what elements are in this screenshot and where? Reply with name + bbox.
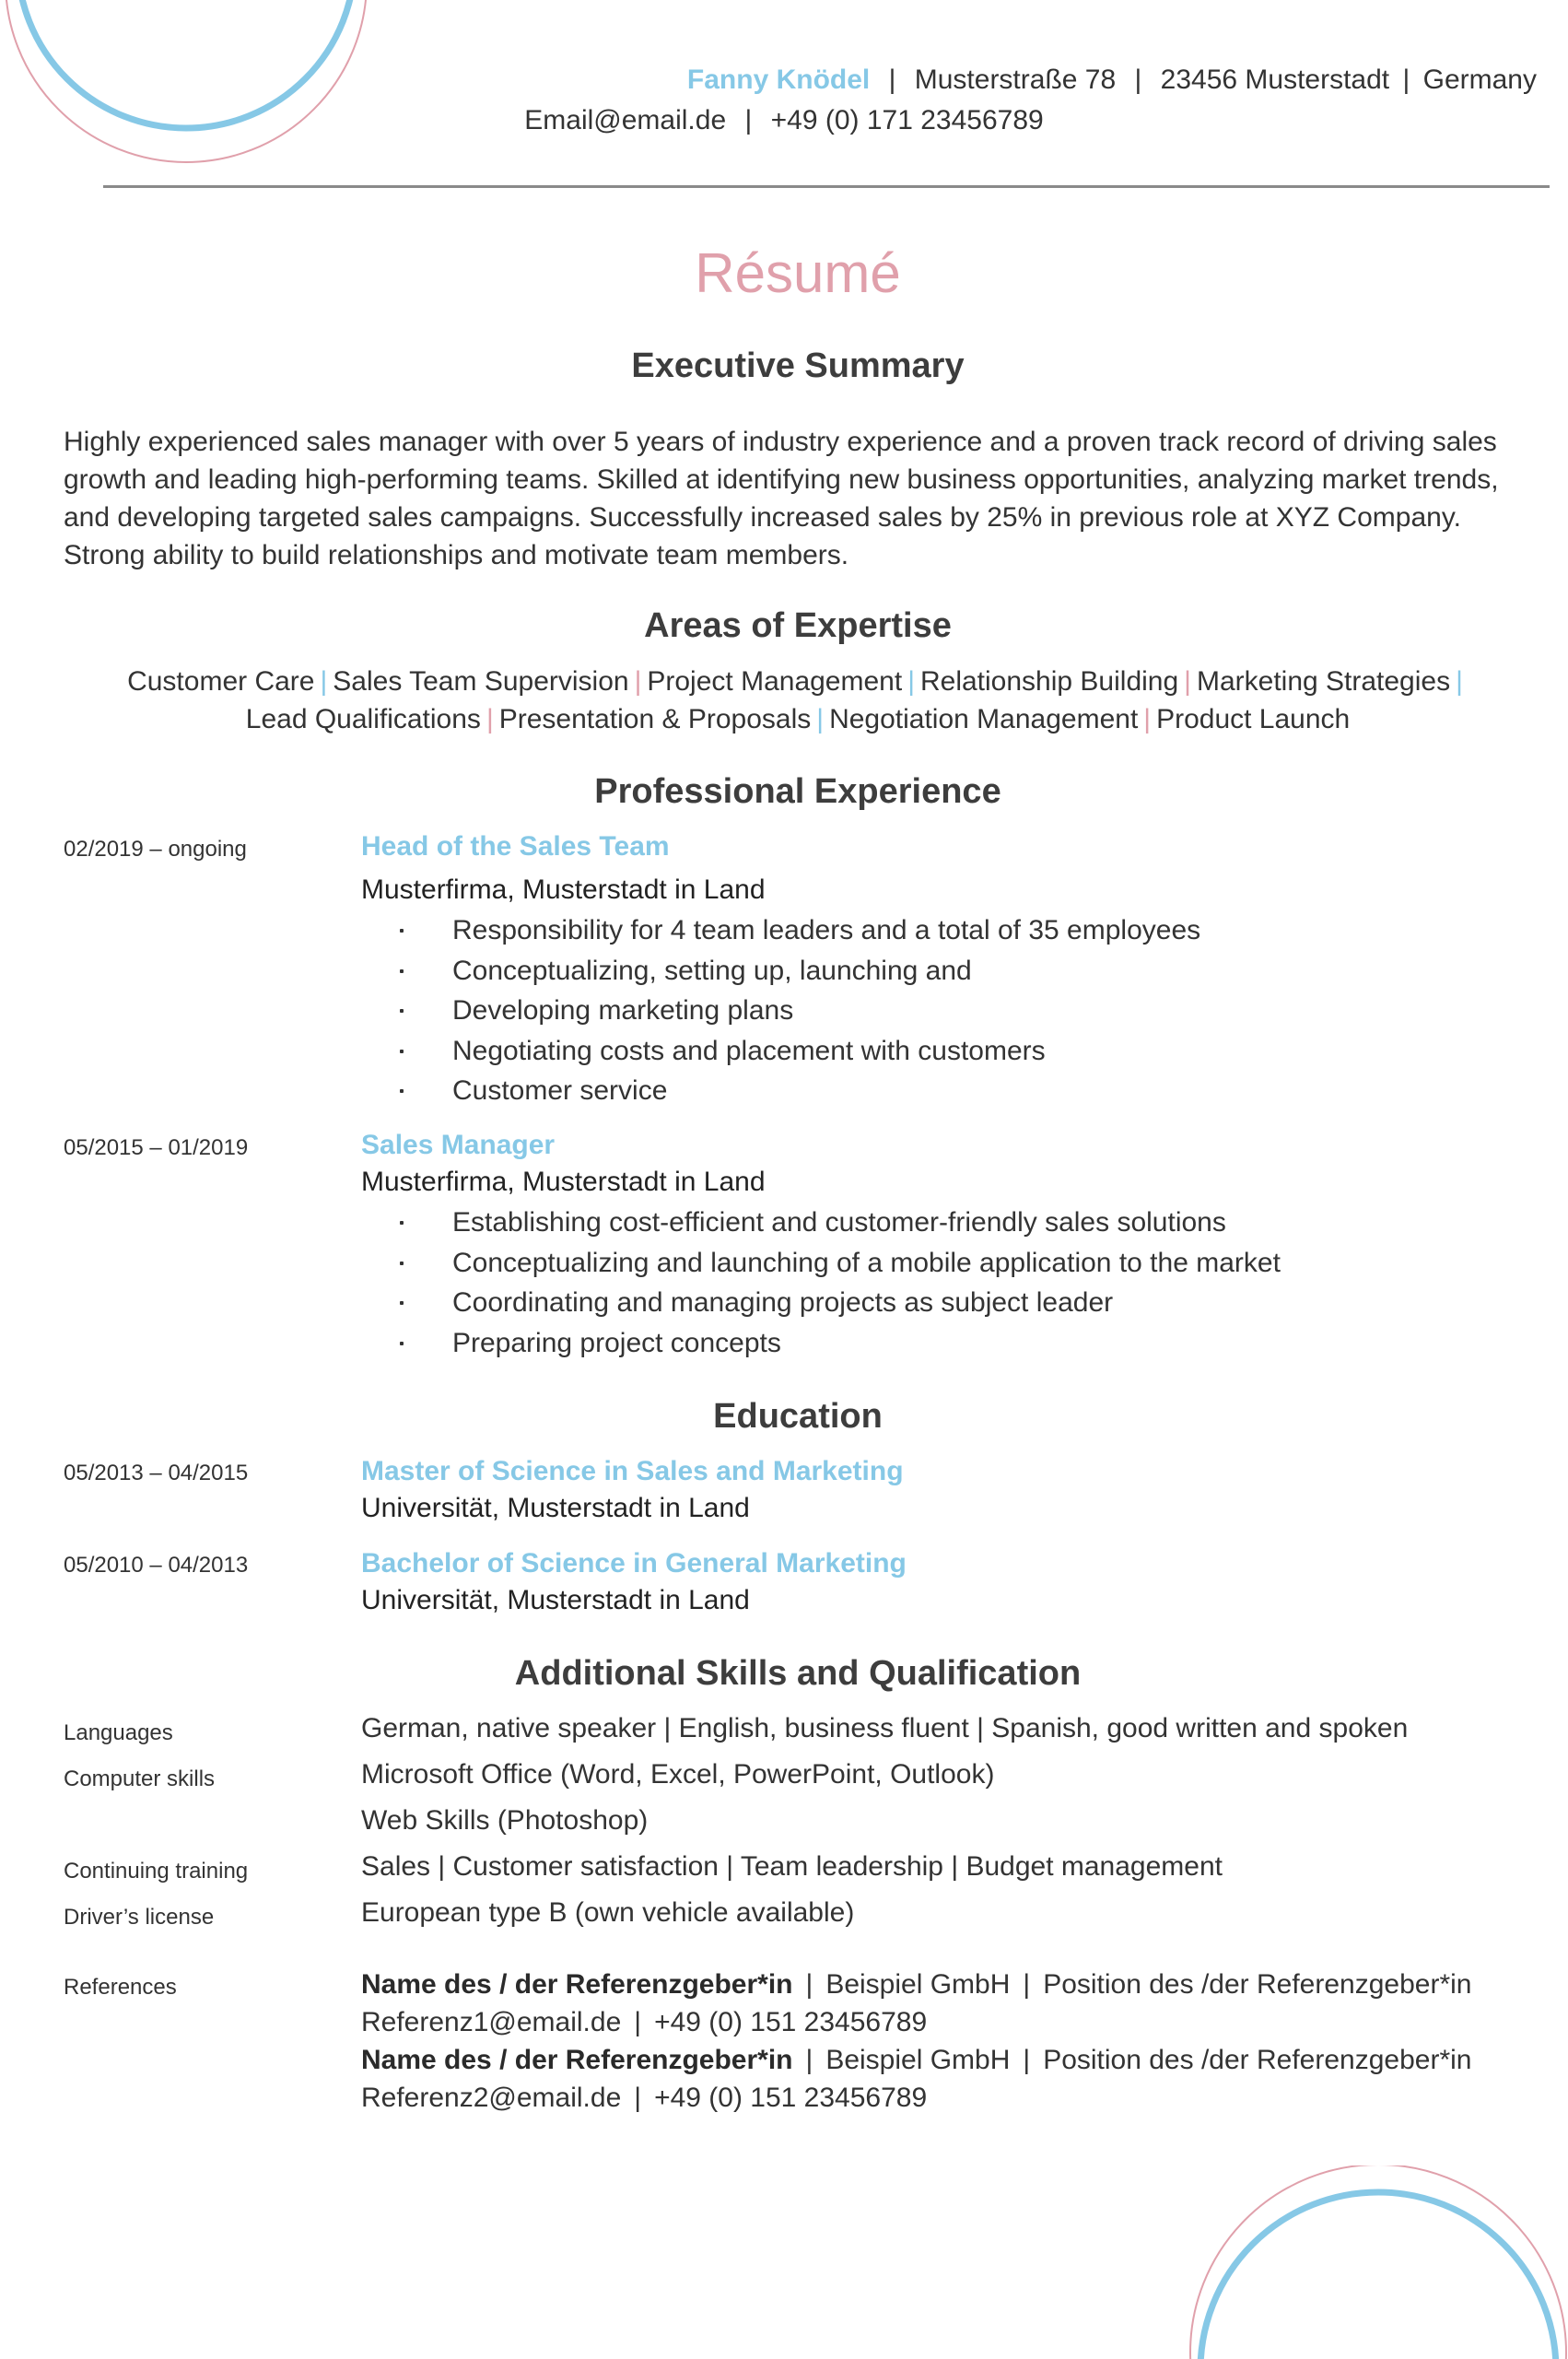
separator: |	[1023, 1969, 1031, 2000]
separator: |	[1143, 704, 1152, 734]
bottom-right-circles-decoration	[1179, 2165, 1568, 2359]
skill-label-languages: Languages	[64, 1720, 173, 1745]
separator: |	[805, 1969, 813, 2000]
header-divider	[103, 185, 1550, 188]
list-item: Conceptualizing and launching of a mobile application to the market	[361, 1243, 1550, 1284]
separator: |	[1023, 2045, 1031, 2075]
expertise-item: Product Launch	[1156, 704, 1351, 734]
expertise-item: Lead Qualifications	[245, 704, 481, 734]
job-entry	[361, 1127, 1550, 1363]
job-company: Musterfirma, Musterstadt in Land	[361, 1167, 766, 1197]
professional-experience-heading: Professional Experience	[594, 772, 1001, 811]
separator: |	[634, 666, 642, 697]
candidate-name: Fanny Knödel	[686, 65, 871, 95]
contact-header-line-1	[0, 65, 1537, 96]
expertise-list	[55, 663, 1540, 738]
education-entry	[361, 1453, 1550, 1527]
separator: |	[320, 666, 328, 697]
phone: +49 (0) 171 23456789	[770, 105, 1044, 135]
reference-entry	[361, 1966, 1550, 2041]
separator: |	[744, 105, 753, 135]
country: Germany	[1422, 65, 1537, 95]
separator: |	[1402, 65, 1410, 95]
reference-email: Referenz1@email.de	[361, 2007, 622, 2037]
degree-title: Master of Science in Sales and Marketing	[361, 1456, 904, 1486]
expertise-item: Customer Care	[127, 666, 315, 697]
separator: |	[907, 666, 915, 697]
expertise-item: Project Management	[647, 666, 903, 697]
skill-label-license: Driver’s license	[64, 1905, 215, 1930]
education-heading: Education	[713, 1397, 883, 1436]
degree-title: Bachelor of Science in General Marketing	[361, 1548, 907, 1579]
expertise-item: Marketing Strategies	[1196, 666, 1451, 697]
executive-summary-heading: Executive Summary	[631, 346, 965, 385]
areas-of-expertise-heading: Areas of Expertise	[644, 606, 952, 645]
job-company: Musterfirma, Musterstadt in Land	[361, 874, 766, 905]
list-item: Coordinating and managing projects as subject leader	[361, 1283, 1550, 1323]
executive-summary-text: Highly experienced sales manager with over 5 years of industry experience and a proven track record of driving sales growth and leading high-performing teams. Skilled at identifying new business opportunities, analyzing market trends, and developing targeted sales campaigns. Successfully increased sales by 25% in previous role at XYZ Company. Strong ability to build relationships and motivate team members.	[64, 427, 1499, 570]
additional-skills-heading: Additional Skills and Qualification	[514, 1654, 1082, 1693]
reference-company: Beispiel GmbH	[825, 2045, 1011, 2075]
reference-position: Position des /der Referenzgeber*in	[1043, 1969, 1472, 2000]
separator: |	[1184, 666, 1191, 697]
job-title: Sales Manager	[361, 1130, 556, 1160]
skill-value-languages: German, native speaker | English, business fluent | Spanish, good written and spoken	[361, 1713, 1409, 1743]
expertise-item: Presentation & Proposals	[498, 704, 812, 734]
skill-value-web: Web Skills (Photoshop)	[361, 1805, 649, 1836]
skill-value-training: Sales | Customer satisfaction | Team leadership | Budget management	[361, 1851, 1223, 1882]
reference-position: Position des /der Referenzgeber*in	[1043, 2045, 1472, 2075]
reference-entry	[361, 2041, 1550, 2117]
reference-company: Beispiel GmbH	[825, 1969, 1011, 2000]
job-entry	[361, 828, 1550, 1111]
job-dates: 02/2019 – ongoing	[64, 837, 247, 862]
school: Universität, Musterstadt in Land	[361, 1493, 750, 1523]
separator: |	[888, 65, 896, 95]
skill-value-license: European type B (own vehicle available)	[361, 1897, 855, 1928]
separator: |	[634, 2083, 642, 2113]
list-item: Negotiating costs and placement with customers	[361, 1031, 1550, 1072]
list-item: Customer service	[361, 1071, 1550, 1111]
skill-value-computer: Microsoft Office (Word, Excel, PowerPoint, Outlook)	[361, 1759, 995, 1790]
list-item: Preparing project concepts	[361, 1323, 1550, 1364]
resume-title: Résumé	[695, 242, 901, 304]
expertise-item: Negotiation Management	[829, 704, 1139, 734]
email: Email@email.de	[524, 105, 727, 135]
reference-email: Referenz2@email.de	[361, 2083, 622, 2113]
expertise-item: Sales Team Supervision	[333, 666, 629, 697]
street-address: Musterstraße 78	[914, 65, 1117, 95]
job-dates: 05/2015 – 01/2019	[64, 1135, 249, 1160]
reference-phone: +49 (0) 151 23456789	[654, 2083, 928, 2113]
separator: |	[1134, 65, 1142, 95]
education-dates: 05/2013 – 04/2015	[64, 1461, 249, 1485]
separator: |	[634, 2007, 642, 2037]
list-item: Conceptualizing, setting up, launching and	[361, 951, 1550, 992]
reference-name: Name des / der Referenzgeber*in	[361, 2045, 793, 2075]
separator: |	[486, 704, 494, 734]
separator: |	[816, 704, 825, 734]
separator: |	[805, 2045, 813, 2075]
reference-name: Name des / der Referenzgeber*in	[361, 1969, 793, 2000]
list-item: Establishing cost-efficient and customer-friendly sales solutions	[361, 1203, 1550, 1243]
expertise-item: Relationship Building	[919, 666, 1179, 697]
education-dates: 05/2010 – 04/2013	[64, 1553, 249, 1578]
city: 23456 Musterstadt	[1160, 65, 1390, 95]
education-entry	[361, 1545, 1550, 1619]
skill-label-computer: Computer skills	[64, 1766, 216, 1791]
reference-phone: +49 (0) 151 23456789	[654, 2007, 928, 2037]
job-responsibilities	[361, 1203, 1550, 1363]
list-item: Developing marketing plans	[361, 991, 1550, 1031]
job-responsibilities	[361, 910, 1550, 1111]
separator: |	[1456, 666, 1463, 697]
job-title: Head of the Sales Team	[361, 831, 670, 862]
school: Universität, Musterstadt in Land	[361, 1585, 750, 1615]
skill-label-training: Continuing training	[64, 1859, 249, 1884]
contact-header-line-2	[0, 105, 1568, 136]
references-label: References	[64, 1975, 177, 2000]
list-item: Responsibility for 4 team leaders and a total of 35 employees	[361, 910, 1550, 951]
